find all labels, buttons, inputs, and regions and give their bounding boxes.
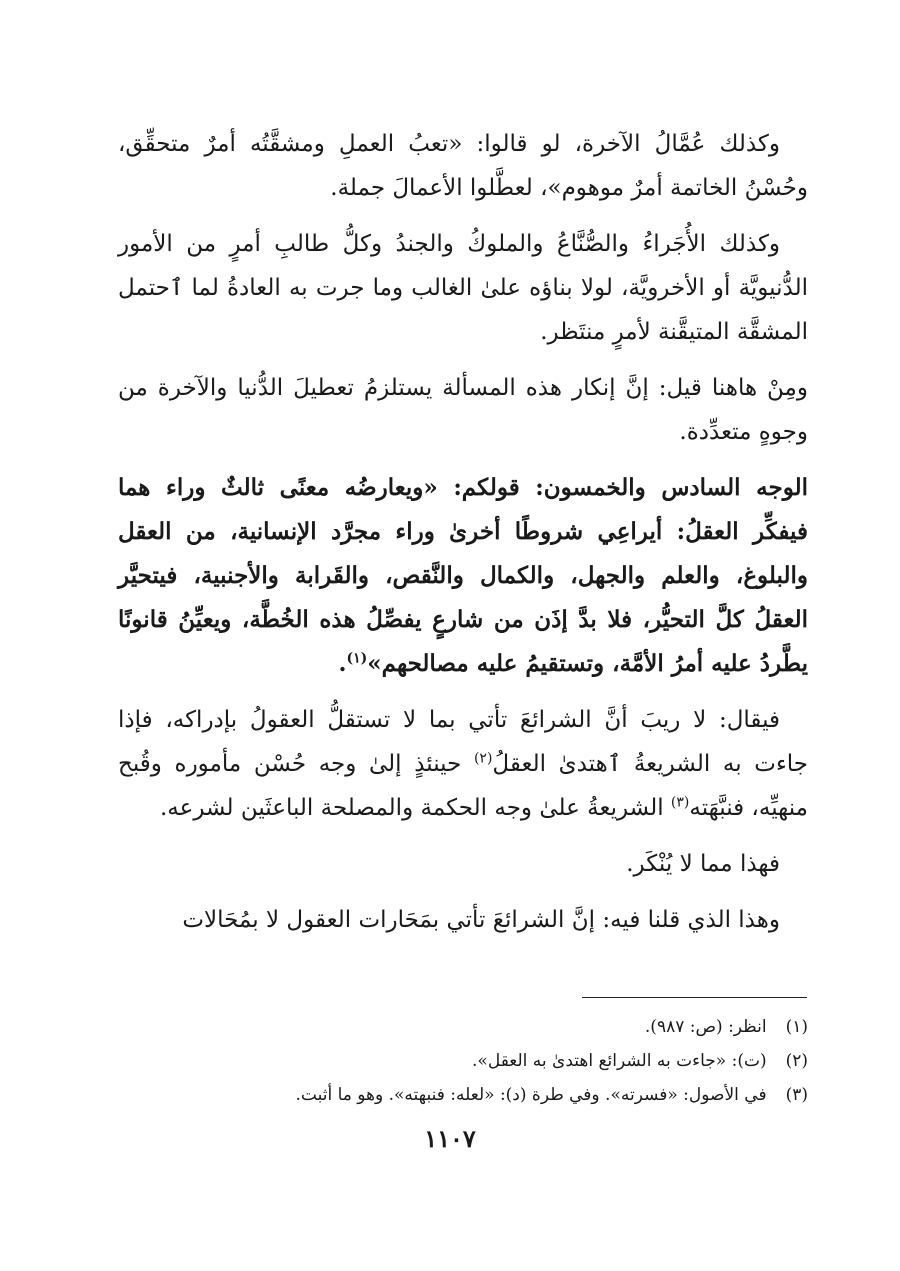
page-number: ١١٠٧ (424, 1124, 476, 1153)
footnote-number: (٣) (785, 1085, 808, 1105)
footnote-text: في الأصول: «فسرته». وفي طرة (د): «لعله: فنبهته». وهو ما أثبت. (295, 1085, 767, 1105)
paragraph-3: ومِنْ هاهنا قيل: إنَّ إنكار هذه المسألة يستلزمُ تعطيلَ الدُّنيا والآخرة من وجوهٍ متعدِّدة. (118, 375, 808, 445)
footnotes (118, 1012, 808, 1114)
footnote-2 (118, 1046, 808, 1076)
paragraph-5: فيقال: لا ريبَ أنَّ الشرائعَ تأتي بما لا تستقلُّ العقولُ بإدراكه، فإذا جاءت به الشريعةُ ٱهتدىٰ العقلُ$^{(٢)}$ حينئذٍ إلىٰ وجه حُسْن مأموره وقُبح منهيِّه، فنبَّهَته$^{(٣)}$ الشريعةُ علىٰ وجه الحكمة والمصلحة الباعثَين لشرعه. (118, 707, 808, 821)
paragraph-2: وكذلك الأُجَراءُ والصُّنَّاعُ والملوكُ والجندُ وكلُّ طالبِ أمرٍ من الأمور الدُّنيويَّة أو الأخرويَّة، لولا بناؤه علىٰ الغالب وما جرت به العادةُ لما ٱحتمل المشقَّة المتيقَّنة لأمرٍ منتَظر. (118, 231, 808, 345)
footnote-ref-1: (١) (346, 650, 368, 667)
footnote-text: (ت): «جاءت به الشرائع اهتدىٰ به العقل». (472, 1051, 767, 1071)
paragraph-7: وهذا الذي قلنا فيه: إنَّ الشرائعَ تأتي بمَحَارات العقول لا بمُحَالات (182, 907, 780, 933)
footnote-number: (٢) (785, 1051, 808, 1071)
paragraph-6: فهذا مما لا يُنْكَر. (626, 851, 780, 877)
footnote-ref-2: (٢) (473, 750, 493, 767)
footnote-3 (118, 1080, 808, 1110)
paragraph-1: وكذلك عُمَّالُ الآخرة، لو قالوا: «تعبُ العملِ ومشقَّتُه أمرٌ متحقِّق، وحُسْنُ الخاتمة أمرٌ موهوم»، لعطَّلوا الأعمالَ جملة. (118, 131, 808, 201)
paragraph-4-section-56: الوجه السادس والخمسون: قولكم: «ويعارضُه معنًى ثالثٌ وراء هما فيفكِّر العقلُ: أيراعِي شروطًا أخرىٰ وراء مجرَّد الإنسانية، من العقل والبلوغ، والعلم والجهل، والكمال والنَّقص، والقَرابة والأجنبية، فيتحيَّر العقلُ كلَّ التحيُّر، فلا بدَّ إذَن من شارعٍ يفصِّلُ هذه الخُطَّة، ويعيِّنُ قانونًا يطَّردُ عليه أمرُ الأمَّة، وتستقيمُ عليه مصالحهم»$^{(١)}$. (118, 474, 808, 677)
footnote-number: (١) (785, 1017, 808, 1037)
footnote-text: انظر: (ص: ٩٨٧). (644, 1017, 767, 1037)
footnote-separator (582, 997, 807, 998)
main-text (118, 122, 808, 954)
footnote-ref-3: (٣) (670, 794, 690, 811)
footnote-1 (118, 1012, 808, 1042)
